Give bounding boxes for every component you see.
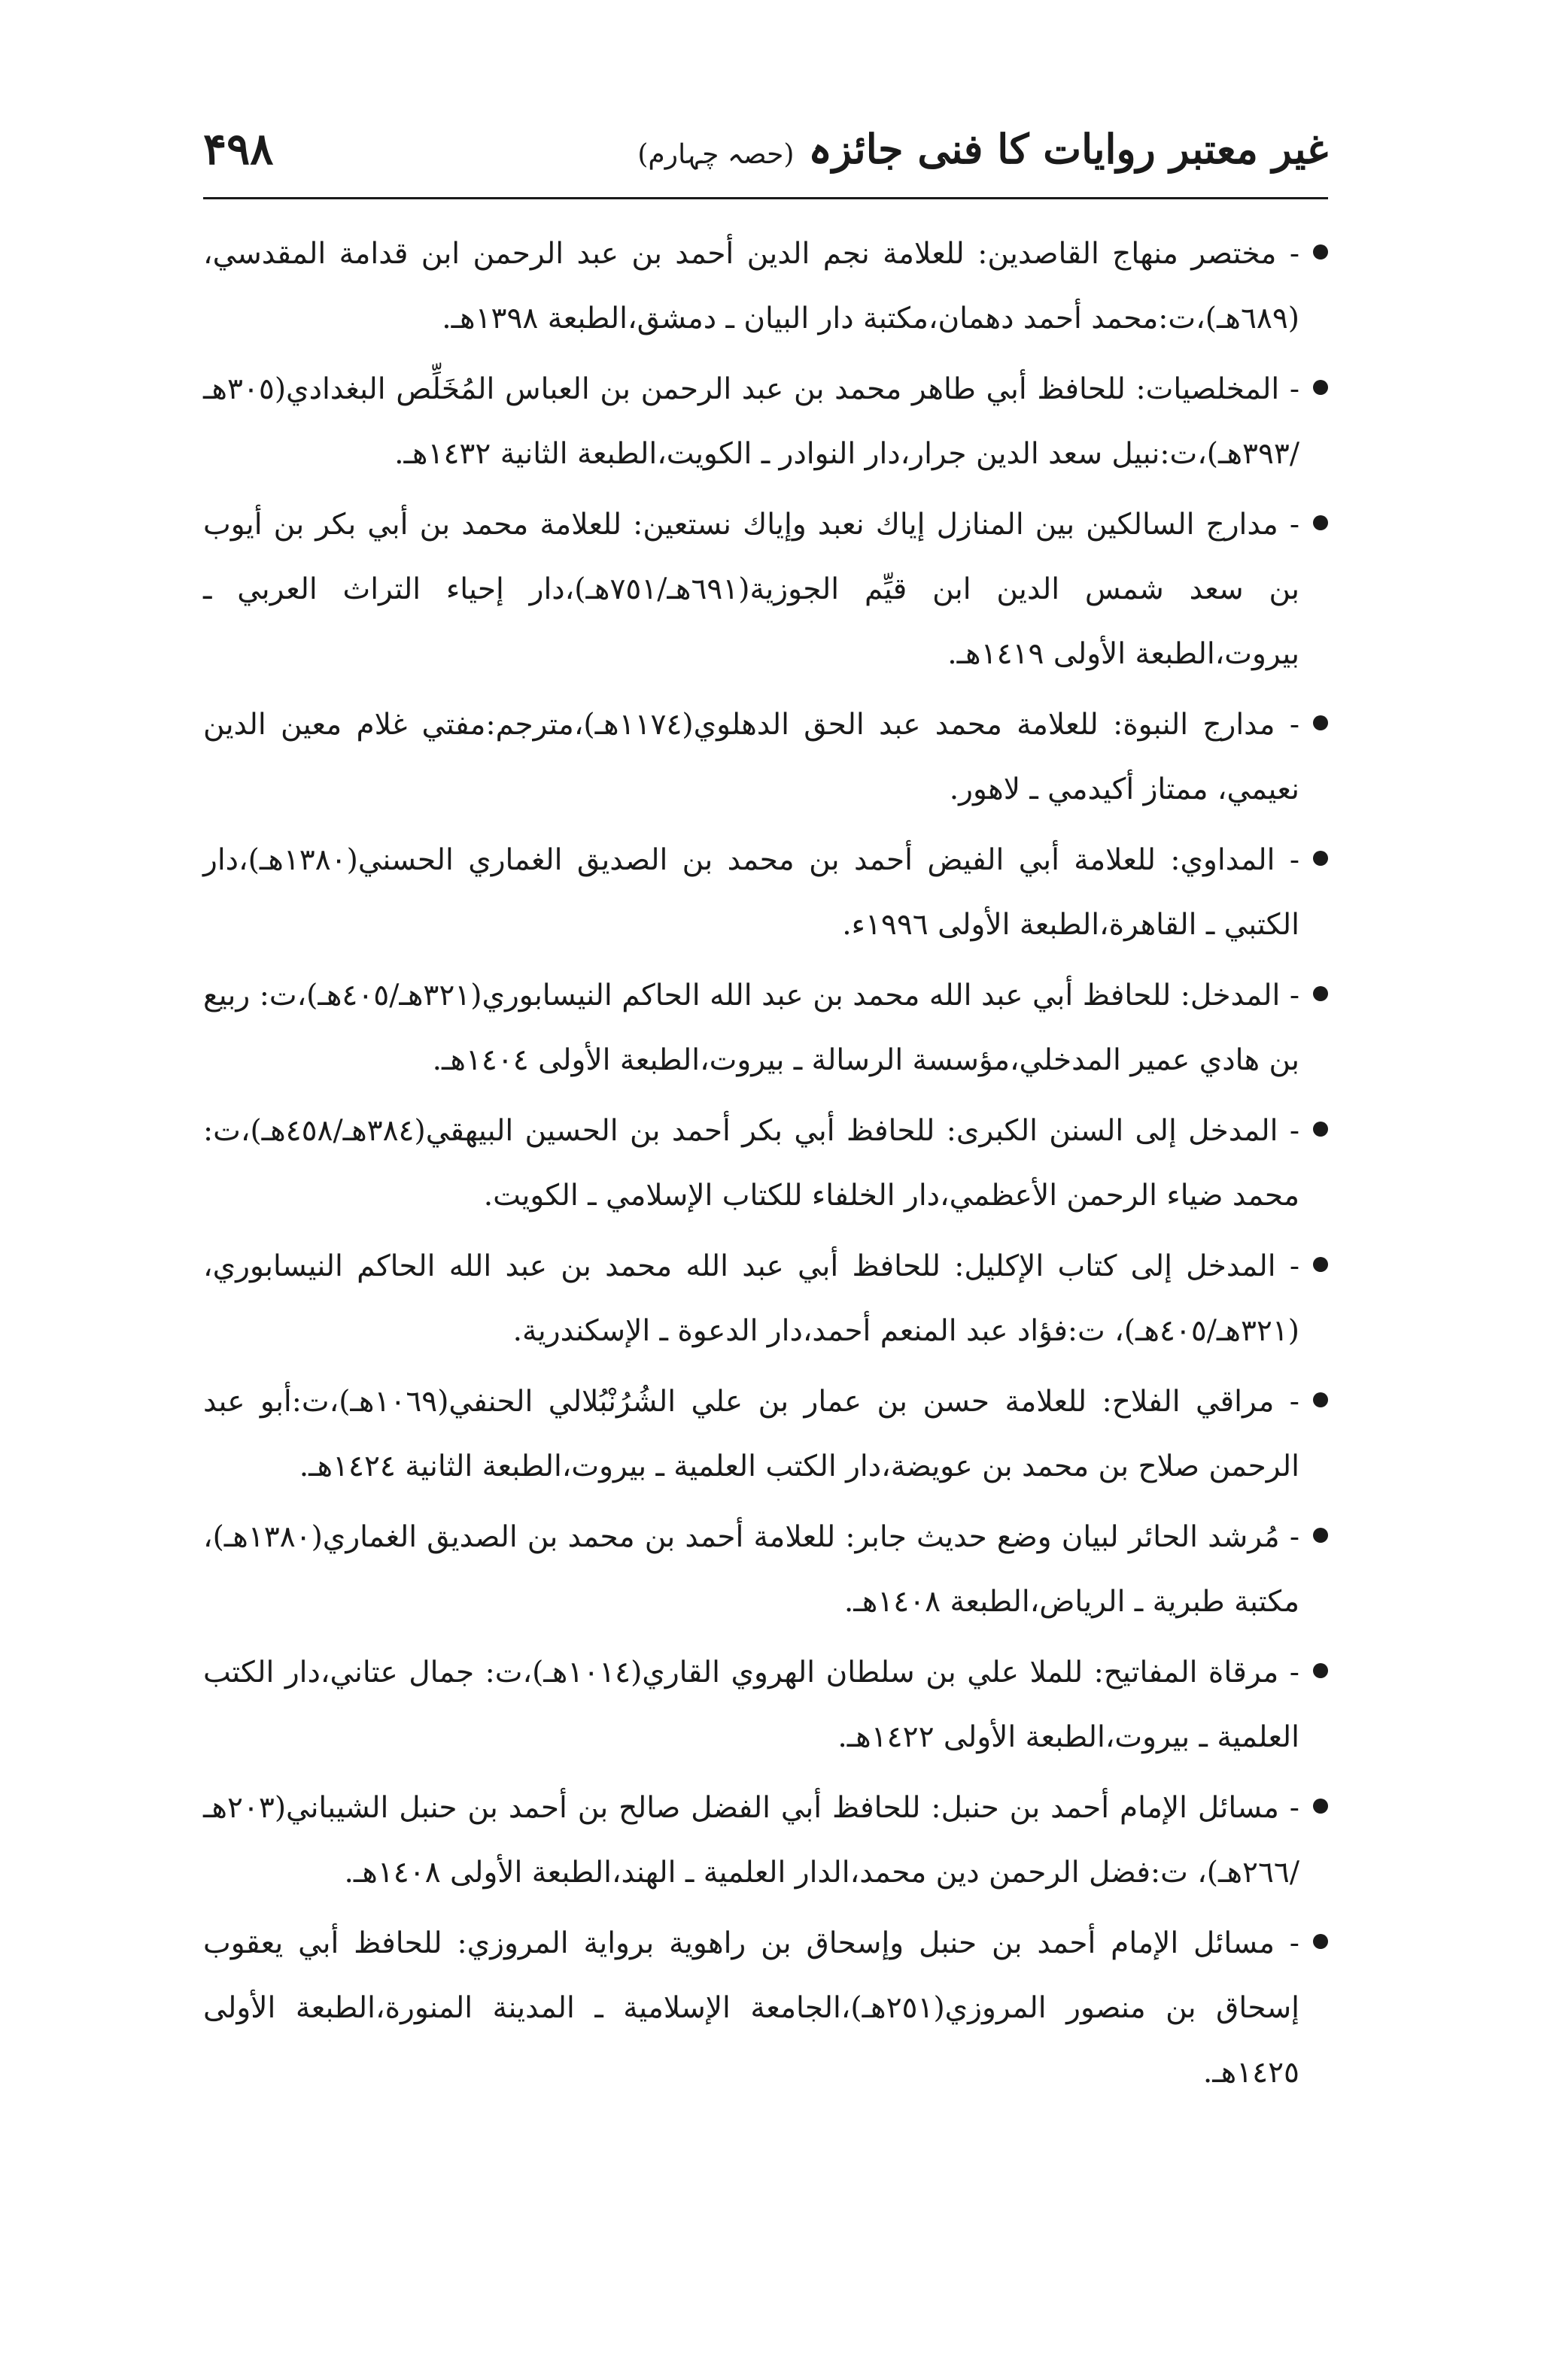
- bibliography-entry: [203, 1505, 1328, 1635]
- entry-text: - مُرشد الحائر لبيان وضع حديث جابر: للعلامة أحمد بن محمد بن الصديق الغماري(١٣٨٠هـ)، مكتبة طبرية ـ الرياض،الطبعة ١٤٠٨هـ.: [203, 1520, 1299, 1619]
- entry-text: - مدارج النبوة: للعلامة محمد عبد الحق الدهلوي(١١٧٤هـ)،مترجم:مفتي غلام معين الدين نعيمي، ممتاز أكيدمي ـ لاهور.: [203, 708, 1299, 806]
- bullet-icon: [1313, 1528, 1328, 1543]
- header-divider: [203, 197, 1328, 199]
- bibliography-entry: [203, 1370, 1328, 1499]
- entry-text: - المداوي: للعلامة أبي الفيض أحمد بن محمد بن الصديق الغماري الحسني(١٣٨٠هـ)،دار الكتبي ـ القاهرة،الطبعة الأولى ١٩٩٦ء.: [203, 843, 1299, 942]
- entry-text: - مختصر منهاج القاصدين: للعلامة نجم الدين أحمد بن عبد الرحمن ابن قدامة المقدسي، (٦٨٩هـ)،ت:محمد أحمد دهمان،مكتبة دار البيان ـ دمشق،الطبعة ١٣٩٨هـ.: [203, 237, 1299, 335]
- bullet-icon: [1313, 1392, 1328, 1407]
- bibliography-entry: [203, 1099, 1328, 1228]
- bullet-icon: [1313, 515, 1328, 530]
- bibliography-entry: [203, 828, 1328, 958]
- bibliography-entry: [203, 222, 1328, 351]
- header-title-block: [627, 119, 1328, 185]
- page-number: ۴۹۸: [203, 123, 274, 175]
- bibliography-entry: [203, 493, 1328, 687]
- bullet-icon: [1313, 1934, 1328, 1949]
- entry-text: - المدخل إلى السنن الكبرى: للحافظ أبي بكر أحمد بن الحسين البيهقي(٣٨٤هـ/٤٥٨هـ)،ت: محمد ضياء الرحمن الأعظمي،دار الخلفاء للكتاب الإسلامي ـ الكويت.: [203, 1114, 1299, 1213]
- bullet-icon: [1313, 1257, 1328, 1272]
- bullet-icon: [1313, 244, 1328, 260]
- bullet-icon: [1313, 1663, 1328, 1678]
- bibliography-entry: [203, 693, 1328, 822]
- entry-text: - المدخل: للحافظ أبي عبد الله محمد بن عبد الله الحاكم النيسابوري(٣٢١هـ/٤٠٥هـ)،ت: ربيع بن هادي عمير المدخلي،مؤسسة الرسالة ـ بيروت،الطبعة الأولى ١٤٠٤هـ.: [203, 979, 1299, 1077]
- entry-text: - مسائل الإمام أحمد بن حنبل وإسحاق بن راهوية برواية المروزي: للحافظ أبي يعقوب إسحاق بن منصور المروزي(٢٥١هـ)،الجامعة الإسلامية ـ المدينة المنورة،الطبعة الأولى ١٤٢٥هـ.: [203, 1926, 1300, 2090]
- bibliography-entry: [203, 1641, 1328, 1770]
- bibliography-entry: [203, 357, 1328, 487]
- section-label: (حصہ چہارم): [637, 139, 795, 170]
- entry-text: - المدخل إلى كتاب الإكليل: للحافظ أبي عبد الله محمد بن عبد الله الحاكم النيسابوري،(٣٢١هـ/٤٠٥هـ)، ت:فؤاد عبد المنعم أحمد،دار الدعوة ـ الإسكندرية.: [203, 1249, 1299, 1348]
- entry-text: - المخلصيات: للحافظ أبي طاهر محمد بن عبد الرحمن بن العباس المُخَلِّص البغدادي(٣٠٥هـ /٣٩٣هـ)،ت:نبيل سعد الدين جرار،دار النوادر ـ الكويت،الطبعة الثانية ١٤٣٢هـ.: [203, 372, 1299, 471]
- entry-text: - مراقي الفلاح: للعلامة حسن بن عمار بن علي الشُرُنْبُلالي الحنفي(١٠٦٩هـ)،ت:أبو عبد الرحمن صلاح بن محمد بن عويضة،دار الكتب العلمية ـ بيروت،الطبعة الثانية ١٤٢٤هـ.: [203, 1385, 1299, 1483]
- bullet-icon: [1313, 1122, 1328, 1137]
- bullet-icon: [1313, 986, 1328, 1001]
- bibliography-entry: [203, 1776, 1328, 1905]
- bullet-icon: [1313, 380, 1328, 395]
- bibliography-entry: [203, 964, 1328, 1093]
- entry-text: - مسائل الإمام أحمد بن حنبل: للحافظ أبي الفضل صالح بن أحمد بن حنبل الشيباني(٢٠٣هـ /٢٦٦هـ)، ت:فضل الرحمن دين محمد،الدار العلمية ـ الهند،الطبعة الأولى ١٤٠٨هـ.: [203, 1791, 1299, 1890]
- bibliography-entry: [203, 1911, 1328, 2105]
- bullet-icon: [1313, 715, 1328, 730]
- bullet-icon: [1313, 851, 1328, 866]
- bibliography-list: [203, 222, 1328, 2111]
- entry-text: - مرقاة المفاتيح: للملا علي بن سلطان الهروي القاري(١٠١٤هـ)،ت: جمال عتاني،دار الكتب العلمية ـ بيروت،الطبعة الأولى ١٤٢٢هـ.: [203, 1656, 1299, 1754]
- book-title: غیر معتبر روایات کا فنی جائزہ: [808, 125, 1328, 173]
- entry-text: - مدارج السالكين بين المنازل إياك نعبد وإياك نستعين: للعلامة محمد بن أبي بكر بن أيوب بن سعد شمس الدين ابن قيِّم الجوزية(٦٩١هـ/٧٥١هـ)،دار إحياء التراث العربي ـ بيروت،الطبعة الأولى ١٤١٩هـ.: [203, 508, 1299, 671]
- bullet-icon: [1313, 1799, 1328, 1814]
- bibliography-entry: [203, 1234, 1328, 1364]
- running-header: [203, 113, 1328, 194]
